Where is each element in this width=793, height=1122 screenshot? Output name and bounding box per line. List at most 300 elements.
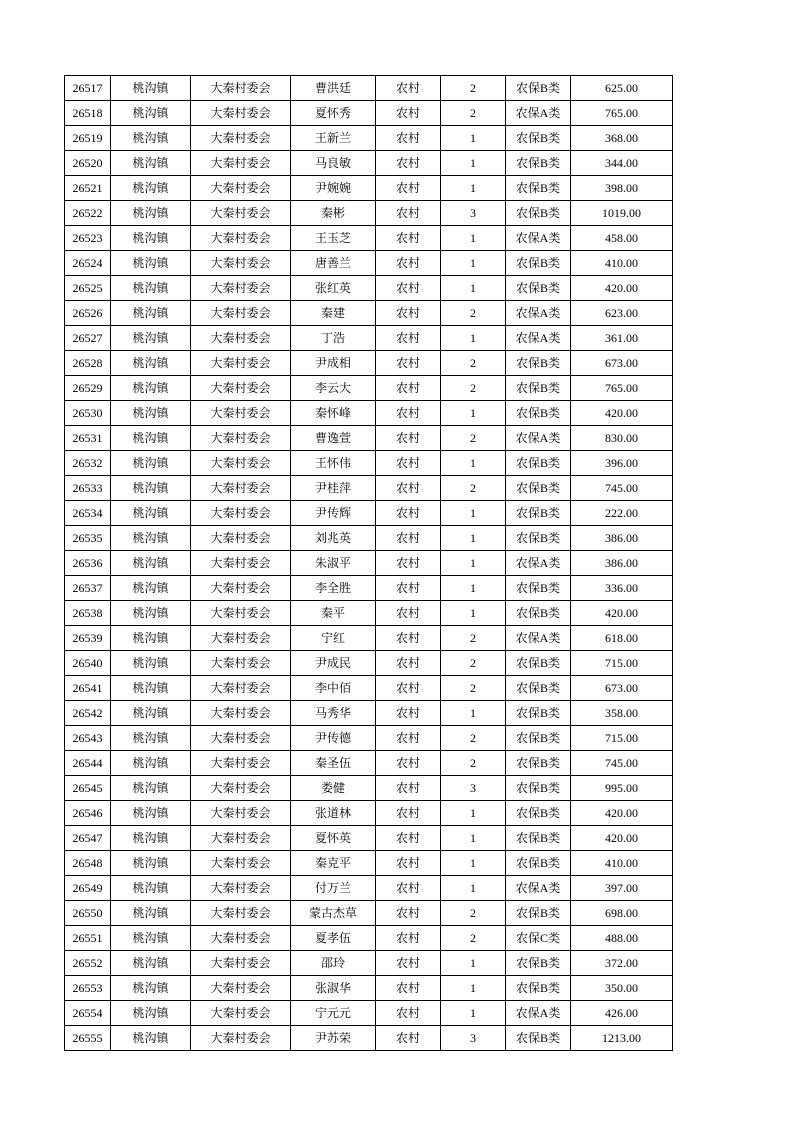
table-row <box>65 576 673 601</box>
cell-id: 26537 <box>65 576 111 601</box>
table-row <box>65 451 673 476</box>
cell-id: 26552 <box>65 951 111 976</box>
cell-town: 桃沟镇 <box>111 801 191 826</box>
cell-id: 26529 <box>65 376 111 401</box>
cell-id: 26524 <box>65 251 111 276</box>
table-row <box>65 176 673 201</box>
cell-id: 26520 <box>65 151 111 176</box>
cell-amount: 1213.00 <box>571 1026 673 1051</box>
cell-insurance_type: 农保B类 <box>506 251 571 276</box>
cell-amount: 765.00 <box>571 376 673 401</box>
cell-person_count: 1 <box>441 551 506 576</box>
cell-village_committee: 大秦村委会 <box>191 326 291 351</box>
table-row <box>65 251 673 276</box>
table-row <box>65 501 673 526</box>
cell-person_count: 3 <box>441 201 506 226</box>
cell-id: 26530 <box>65 401 111 426</box>
cell-category: 农村 <box>376 426 441 451</box>
benefits-table <box>64 75 673 1051</box>
cell-person_count: 1 <box>441 701 506 726</box>
cell-town: 桃沟镇 <box>111 951 191 976</box>
cell-insurance_type: 农保B类 <box>506 951 571 976</box>
cell-id: 26521 <box>65 176 111 201</box>
cell-person_count: 1 <box>441 126 506 151</box>
cell-name: 李中佰 <box>291 676 376 701</box>
table-row <box>65 626 673 651</box>
cell-amount: 344.00 <box>571 151 673 176</box>
cell-person_count: 1 <box>441 401 506 426</box>
cell-town: 桃沟镇 <box>111 101 191 126</box>
cell-category: 农村 <box>376 926 441 951</box>
cell-person_count: 1 <box>441 226 506 251</box>
cell-amount: 623.00 <box>571 301 673 326</box>
cell-category: 农村 <box>376 726 441 751</box>
cell-name: 宁红 <box>291 626 376 651</box>
cell-name: 尹成民 <box>291 651 376 676</box>
table-row <box>65 701 673 726</box>
cell-name: 马秀华 <box>291 701 376 726</box>
cell-insurance_type: 农保B类 <box>506 151 571 176</box>
cell-village_committee: 大秦村委会 <box>191 276 291 301</box>
cell-person_count: 1 <box>441 526 506 551</box>
cell-village_committee: 大秦村委会 <box>191 201 291 226</box>
cell-insurance_type: 农保B类 <box>506 751 571 776</box>
cell-village_committee: 大秦村委会 <box>191 776 291 801</box>
cell-insurance_type: 农保A类 <box>506 426 571 451</box>
cell-name: 唐善兰 <box>291 251 376 276</box>
cell-name: 娄健 <box>291 776 376 801</box>
cell-town: 桃沟镇 <box>111 301 191 326</box>
cell-insurance_type: 农保B类 <box>506 376 571 401</box>
cell-name: 曹逸萱 <box>291 426 376 451</box>
cell-name: 张淑华 <box>291 976 376 1001</box>
cell-category: 农村 <box>376 151 441 176</box>
cell-name: 张道林 <box>291 801 376 826</box>
table-row <box>65 601 673 626</box>
cell-town: 桃沟镇 <box>111 176 191 201</box>
cell-category: 农村 <box>376 851 441 876</box>
cell-town: 桃沟镇 <box>111 851 191 876</box>
cell-name: 尹桂萍 <box>291 476 376 501</box>
cell-insurance_type: 农保B类 <box>506 1026 571 1051</box>
cell-id: 26548 <box>65 851 111 876</box>
cell-person_count: 3 <box>441 776 506 801</box>
cell-name: 尹成相 <box>291 351 376 376</box>
cell-amount: 673.00 <box>571 676 673 701</box>
cell-town: 桃沟镇 <box>111 476 191 501</box>
cell-amount: 386.00 <box>571 551 673 576</box>
cell-town: 桃沟镇 <box>111 401 191 426</box>
cell-town: 桃沟镇 <box>111 626 191 651</box>
cell-amount: 398.00 <box>571 176 673 201</box>
cell-name: 尹传辉 <box>291 501 376 526</box>
cell-person_count: 2 <box>441 101 506 126</box>
table-row <box>65 276 673 301</box>
table-row <box>65 951 673 976</box>
cell-insurance_type: 农保C类 <box>506 926 571 951</box>
cell-person_count: 2 <box>441 351 506 376</box>
cell-amount: 420.00 <box>571 826 673 851</box>
cell-category: 农村 <box>376 201 441 226</box>
cell-id: 26550 <box>65 901 111 926</box>
cell-insurance_type: 农保B类 <box>506 801 571 826</box>
cell-id: 26542 <box>65 701 111 726</box>
cell-category: 农村 <box>376 626 441 651</box>
cell-name: 尹婉婉 <box>291 176 376 201</box>
cell-village_committee: 大秦村委会 <box>191 876 291 901</box>
cell-name: 邵玲 <box>291 951 376 976</box>
cell-insurance_type: 农保B类 <box>506 76 571 101</box>
cell-town: 桃沟镇 <box>111 251 191 276</box>
cell-name: 付万兰 <box>291 876 376 901</box>
table-row <box>65 401 673 426</box>
table-row <box>65 726 673 751</box>
cell-amount: 358.00 <box>571 701 673 726</box>
table-row <box>65 151 673 176</box>
cell-amount: 458.00 <box>571 226 673 251</box>
cell-name: 朱淑平 <box>291 551 376 576</box>
cell-village_committee: 大秦村委会 <box>191 826 291 851</box>
cell-id: 26546 <box>65 801 111 826</box>
cell-person_count: 2 <box>441 476 506 501</box>
cell-id: 26539 <box>65 626 111 651</box>
cell-town: 桃沟镇 <box>111 451 191 476</box>
cell-name: 夏怀英 <box>291 826 376 851</box>
cell-insurance_type: 农保A类 <box>506 876 571 901</box>
cell-town: 桃沟镇 <box>111 601 191 626</box>
cell-category: 农村 <box>376 301 441 326</box>
table-row <box>65 976 673 1001</box>
cell-town: 桃沟镇 <box>111 551 191 576</box>
cell-amount: 830.00 <box>571 426 673 451</box>
cell-insurance_type: 农保B类 <box>506 851 571 876</box>
cell-town: 桃沟镇 <box>111 776 191 801</box>
table-row <box>65 76 673 101</box>
cell-town: 桃沟镇 <box>111 151 191 176</box>
cell-category: 农村 <box>376 376 441 401</box>
cell-town: 桃沟镇 <box>111 276 191 301</box>
table-row <box>65 301 673 326</box>
table-row <box>65 226 673 251</box>
cell-town: 桃沟镇 <box>111 676 191 701</box>
cell-amount: 673.00 <box>571 351 673 376</box>
cell-id: 26523 <box>65 226 111 251</box>
cell-name: 李全胜 <box>291 576 376 601</box>
cell-id: 26518 <box>65 101 111 126</box>
table-row <box>65 326 673 351</box>
cell-name: 秦圣伍 <box>291 751 376 776</box>
cell-person_count: 1 <box>441 851 506 876</box>
cell-category: 农村 <box>376 976 441 1001</box>
cell-category: 农村 <box>376 901 441 926</box>
cell-person_count: 2 <box>441 651 506 676</box>
cell-name: 李云大 <box>291 376 376 401</box>
cell-town: 桃沟镇 <box>111 726 191 751</box>
cell-village_committee: 大秦村委会 <box>191 526 291 551</box>
cell-id: 26549 <box>65 876 111 901</box>
cell-person_count: 1 <box>441 501 506 526</box>
cell-category: 农村 <box>376 76 441 101</box>
cell-village_committee: 大秦村委会 <box>191 576 291 601</box>
cell-id: 26517 <box>65 76 111 101</box>
cell-person_count: 1 <box>441 951 506 976</box>
cell-person_count: 1 <box>441 151 506 176</box>
cell-id: 26531 <box>65 426 111 451</box>
cell-insurance_type: 农保A类 <box>506 326 571 351</box>
cell-person_count: 1 <box>441 876 506 901</box>
cell-insurance_type: 农保B类 <box>506 201 571 226</box>
cell-amount: 715.00 <box>571 726 673 751</box>
cell-village_committee: 大秦村委会 <box>191 626 291 651</box>
cell-category: 农村 <box>376 776 441 801</box>
cell-town: 桃沟镇 <box>111 976 191 1001</box>
cell-amount: 350.00 <box>571 976 673 1001</box>
table-row <box>65 126 673 151</box>
cell-name: 蒙古杰草 <box>291 901 376 926</box>
cell-person_count: 2 <box>441 926 506 951</box>
cell-category: 农村 <box>376 576 441 601</box>
cell-amount: 995.00 <box>571 776 673 801</box>
cell-person_count: 2 <box>441 901 506 926</box>
table-row <box>65 376 673 401</box>
cell-category: 农村 <box>376 401 441 426</box>
cell-amount: 715.00 <box>571 651 673 676</box>
cell-village_committee: 大秦村委会 <box>191 126 291 151</box>
cell-id: 26525 <box>65 276 111 301</box>
cell-category: 农村 <box>376 276 441 301</box>
cell-amount: 426.00 <box>571 1001 673 1026</box>
cell-id: 26553 <box>65 976 111 1001</box>
cell-amount: 745.00 <box>571 476 673 501</box>
cell-village_committee: 大秦村委会 <box>191 676 291 701</box>
cell-person_count: 1 <box>441 826 506 851</box>
cell-insurance_type: 农保B类 <box>506 276 571 301</box>
cell-amount: 410.00 <box>571 251 673 276</box>
cell-village_committee: 大秦村委会 <box>191 476 291 501</box>
cell-village_committee: 大秦村委会 <box>191 76 291 101</box>
cell-village_committee: 大秦村委会 <box>191 1026 291 1051</box>
cell-id: 26538 <box>65 601 111 626</box>
cell-town: 桃沟镇 <box>111 1001 191 1026</box>
cell-name: 曹洪廷 <box>291 76 376 101</box>
cell-name: 夏怀秀 <box>291 101 376 126</box>
cell-insurance_type: 农保A类 <box>506 301 571 326</box>
cell-insurance_type: 农保B类 <box>506 576 571 601</box>
cell-amount: 618.00 <box>571 626 673 651</box>
cell-village_committee: 大秦村委会 <box>191 926 291 951</box>
cell-category: 农村 <box>376 651 441 676</box>
cell-insurance_type: 农保A类 <box>506 1001 571 1026</box>
cell-name: 尹苏荣 <box>291 1026 376 1051</box>
cell-insurance_type: 农保B类 <box>506 726 571 751</box>
cell-amount: 765.00 <box>571 101 673 126</box>
cell-village_committee: 大秦村委会 <box>191 851 291 876</box>
cell-town: 桃沟镇 <box>111 526 191 551</box>
cell-category: 农村 <box>376 101 441 126</box>
cell-town: 桃沟镇 <box>111 201 191 226</box>
table-row <box>65 1026 673 1051</box>
cell-insurance_type: 农保B类 <box>506 776 571 801</box>
cell-amount: 397.00 <box>571 876 673 901</box>
cell-person_count: 1 <box>441 176 506 201</box>
cell-person_count: 1 <box>441 1001 506 1026</box>
cell-person_count: 1 <box>441 801 506 826</box>
cell-insurance_type: 农保B类 <box>506 126 571 151</box>
cell-insurance_type: 农保B类 <box>506 651 571 676</box>
cell-name: 丁浩 <box>291 326 376 351</box>
cell-insurance_type: 农保A类 <box>506 101 571 126</box>
cell-person_count: 2 <box>441 726 506 751</box>
cell-category: 农村 <box>376 326 441 351</box>
cell-name: 王玉芝 <box>291 226 376 251</box>
cell-category: 农村 <box>376 801 441 826</box>
cell-amount: 386.00 <box>571 526 673 551</box>
table-row <box>65 901 673 926</box>
cell-insurance_type: 农保B类 <box>506 401 571 426</box>
cell-village_committee: 大秦村委会 <box>191 726 291 751</box>
cell-id: 26528 <box>65 351 111 376</box>
cell-insurance_type: 农保B类 <box>506 176 571 201</box>
cell-person_count: 2 <box>441 376 506 401</box>
cell-insurance_type: 农保A类 <box>506 626 571 651</box>
cell-name: 秦怀峰 <box>291 401 376 426</box>
cell-person_count: 1 <box>441 251 506 276</box>
cell-category: 农村 <box>376 176 441 201</box>
cell-category: 农村 <box>376 526 441 551</box>
cell-category: 农村 <box>376 476 441 501</box>
cell-id: 26522 <box>65 201 111 226</box>
table-body <box>65 76 673 1051</box>
cell-amount: 745.00 <box>571 751 673 776</box>
cell-id: 26535 <box>65 526 111 551</box>
cell-person_count: 1 <box>441 576 506 601</box>
cell-person_count: 3 <box>441 1026 506 1051</box>
cell-category: 农村 <box>376 876 441 901</box>
cell-town: 桃沟镇 <box>111 76 191 101</box>
cell-category: 农村 <box>376 676 441 701</box>
table-row <box>65 351 673 376</box>
cell-id: 26554 <box>65 1001 111 1026</box>
cell-id: 26541 <box>65 676 111 701</box>
cell-village_committee: 大秦村委会 <box>191 226 291 251</box>
cell-town: 桃沟镇 <box>111 826 191 851</box>
cell-id: 26533 <box>65 476 111 501</box>
cell-insurance_type: 农保B类 <box>506 901 571 926</box>
cell-amount: 368.00 <box>571 126 673 151</box>
cell-village_committee: 大秦村委会 <box>191 601 291 626</box>
table-row <box>65 426 673 451</box>
cell-insurance_type: 农保B类 <box>506 451 571 476</box>
cell-insurance_type: 农保B类 <box>506 976 571 1001</box>
cell-village_committee: 大秦村委会 <box>191 101 291 126</box>
cell-village_committee: 大秦村委会 <box>191 951 291 976</box>
cell-amount: 410.00 <box>571 851 673 876</box>
cell-id: 26547 <box>65 826 111 851</box>
cell-person_count: 2 <box>441 751 506 776</box>
cell-person_count: 2 <box>441 76 506 101</box>
cell-amount: 420.00 <box>571 801 673 826</box>
cell-town: 桃沟镇 <box>111 926 191 951</box>
table-row <box>65 826 673 851</box>
cell-town: 桃沟镇 <box>111 701 191 726</box>
cell-name: 刘兆英 <box>291 526 376 551</box>
table-row <box>65 476 673 501</box>
cell-category: 农村 <box>376 601 441 626</box>
cell-town: 桃沟镇 <box>111 326 191 351</box>
cell-village_committee: 大秦村委会 <box>191 151 291 176</box>
cell-category: 农村 <box>376 751 441 776</box>
cell-amount: 372.00 <box>571 951 673 976</box>
cell-category: 农村 <box>376 1026 441 1051</box>
cell-id: 26555 <box>65 1026 111 1051</box>
cell-category: 农村 <box>376 826 441 851</box>
cell-name: 夏孝伍 <box>291 926 376 951</box>
cell-id: 26519 <box>65 126 111 151</box>
table-row <box>65 551 673 576</box>
cell-town: 桃沟镇 <box>111 876 191 901</box>
cell-category: 农村 <box>376 351 441 376</box>
cell-amount: 1019.00 <box>571 201 673 226</box>
cell-name: 宁元元 <box>291 1001 376 1026</box>
cell-amount: 336.00 <box>571 576 673 601</box>
cell-id: 26532 <box>65 451 111 476</box>
cell-name: 秦彬 <box>291 201 376 226</box>
table-row <box>65 851 673 876</box>
cell-category: 农村 <box>376 251 441 276</box>
cell-person_count: 1 <box>441 326 506 351</box>
cell-category: 农村 <box>376 1001 441 1026</box>
table-row <box>65 676 673 701</box>
cell-amount: 396.00 <box>571 451 673 476</box>
cell-village_committee: 大秦村委会 <box>191 501 291 526</box>
cell-amount: 625.00 <box>571 76 673 101</box>
cell-insurance_type: 农保B类 <box>506 701 571 726</box>
cell-id: 26526 <box>65 301 111 326</box>
cell-category: 农村 <box>376 951 441 976</box>
cell-village_committee: 大秦村委会 <box>191 301 291 326</box>
cell-village_committee: 大秦村委会 <box>191 1001 291 1026</box>
cell-village_committee: 大秦村委会 <box>191 651 291 676</box>
cell-insurance_type: 农保B类 <box>506 601 571 626</box>
table-row <box>65 926 673 951</box>
cell-village_committee: 大秦村委会 <box>191 426 291 451</box>
cell-village_committee: 大秦村委会 <box>191 701 291 726</box>
cell-person_count: 2 <box>441 626 506 651</box>
cell-id: 26527 <box>65 326 111 351</box>
cell-amount: 698.00 <box>571 901 673 926</box>
cell-insurance_type: 农保B类 <box>506 526 571 551</box>
cell-insurance_type: 农保B类 <box>506 826 571 851</box>
cell-town: 桃沟镇 <box>111 501 191 526</box>
cell-village_committee: 大秦村委会 <box>191 751 291 776</box>
cell-category: 农村 <box>376 501 441 526</box>
cell-village_committee: 大秦村委会 <box>191 901 291 926</box>
table-row <box>65 876 673 901</box>
cell-name: 马良敏 <box>291 151 376 176</box>
cell-name: 尹传德 <box>291 726 376 751</box>
cell-person_count: 1 <box>441 976 506 1001</box>
cell-town: 桃沟镇 <box>111 576 191 601</box>
cell-town: 桃沟镇 <box>111 126 191 151</box>
cell-town: 桃沟镇 <box>111 651 191 676</box>
cell-category: 农村 <box>376 451 441 476</box>
cell-id: 26544 <box>65 751 111 776</box>
cell-id: 26540 <box>65 651 111 676</box>
table-row <box>65 776 673 801</box>
cell-town: 桃沟镇 <box>111 226 191 251</box>
cell-name: 王怀伟 <box>291 451 376 476</box>
table-row <box>65 651 673 676</box>
